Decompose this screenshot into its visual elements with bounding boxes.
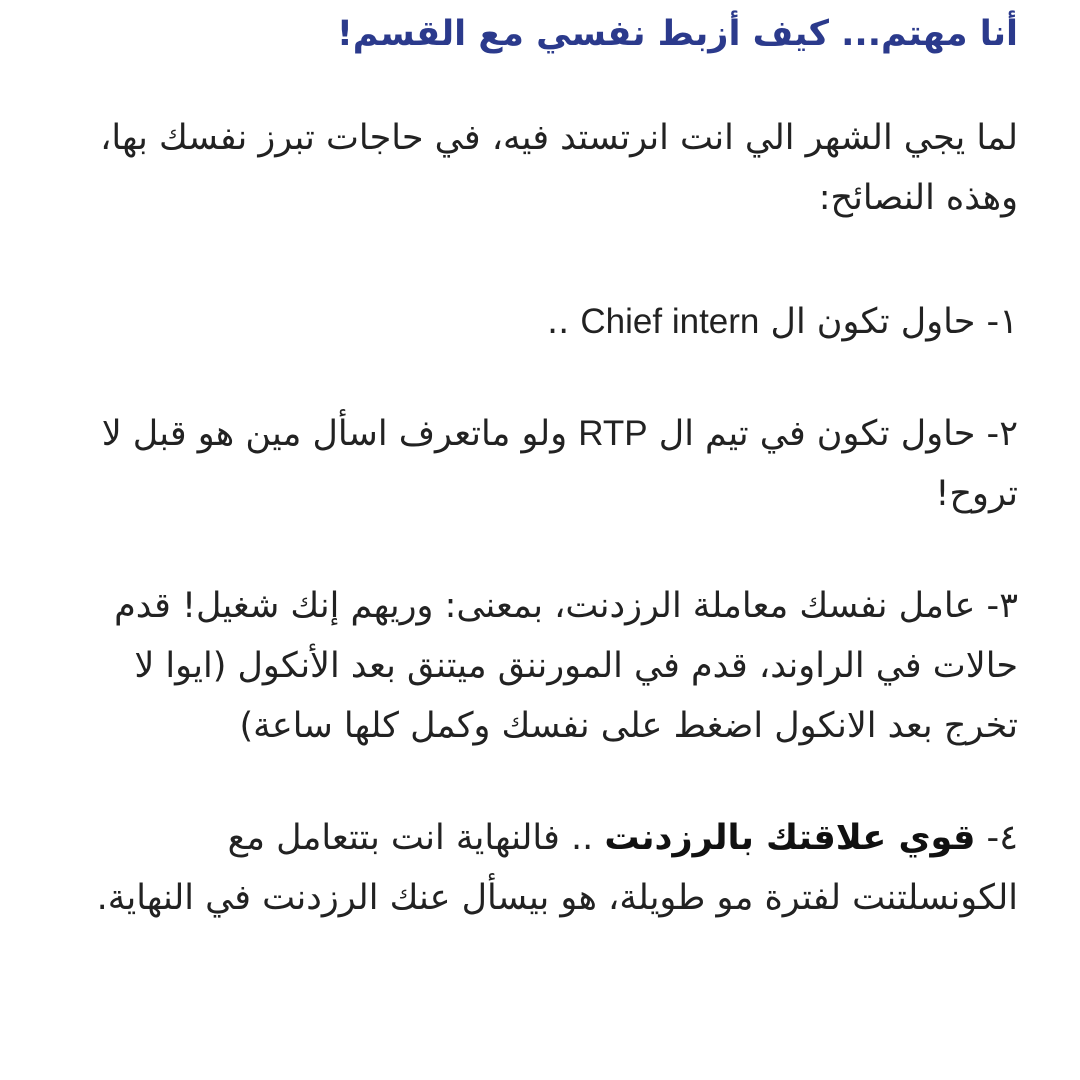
- tip-3: ٣- عامل نفسك معاملة الرزدنت، بمعنى: وريهم إنك شغيل! قدم حالات في الراوند، قدم في المورننق ميتنق بعد الأنكول (ايوا لا تخرج بعد الانكول اضغط على نفسك وكمل كلها ساعة): [114, 586, 1018, 746]
- tip-2: [60, 404, 1018, 524]
- tip-1-term: Chief intern: [580, 302, 760, 341]
- tip-2-term: RTP: [578, 414, 648, 453]
- article-content: [60, 0, 1018, 928]
- section-heading: أنا مهتم... كيف أزبط نفسي مع القسم!: [336, 14, 1018, 54]
- tip-1-suffix: ..: [547, 302, 581, 342]
- tip-4-suffix: .. فالنهاية انت بتتعامل مع الكونسلتنت لفترة مو طويلة، هو بيسأل عنك الرزدنت في النهاية.: [96, 818, 1018, 918]
- tip-4-bold-text: قوي علاقتك بالرزدنت: [604, 818, 976, 858]
- tip-4-prefix: ٤-: [975, 818, 1018, 858]
- tip-2-suffix: ولو ماتعرف اسأل مين هو قبل لا تروح!: [101, 414, 1018, 514]
- tip-1: [60, 292, 1018, 352]
- tip-4: [60, 808, 1018, 928]
- tip-2-prefix: ٢- حاول تكون في تيم ال: [658, 414, 1018, 454]
- intro-paragraph: لما يجي الشهر الي انت انرتستد فيه، في حاجات تبرز نفسك بها، وهذه النصائح:: [100, 118, 1018, 218]
- tip-1-prefix: ١- حاول تكون ال: [770, 302, 1018, 342]
